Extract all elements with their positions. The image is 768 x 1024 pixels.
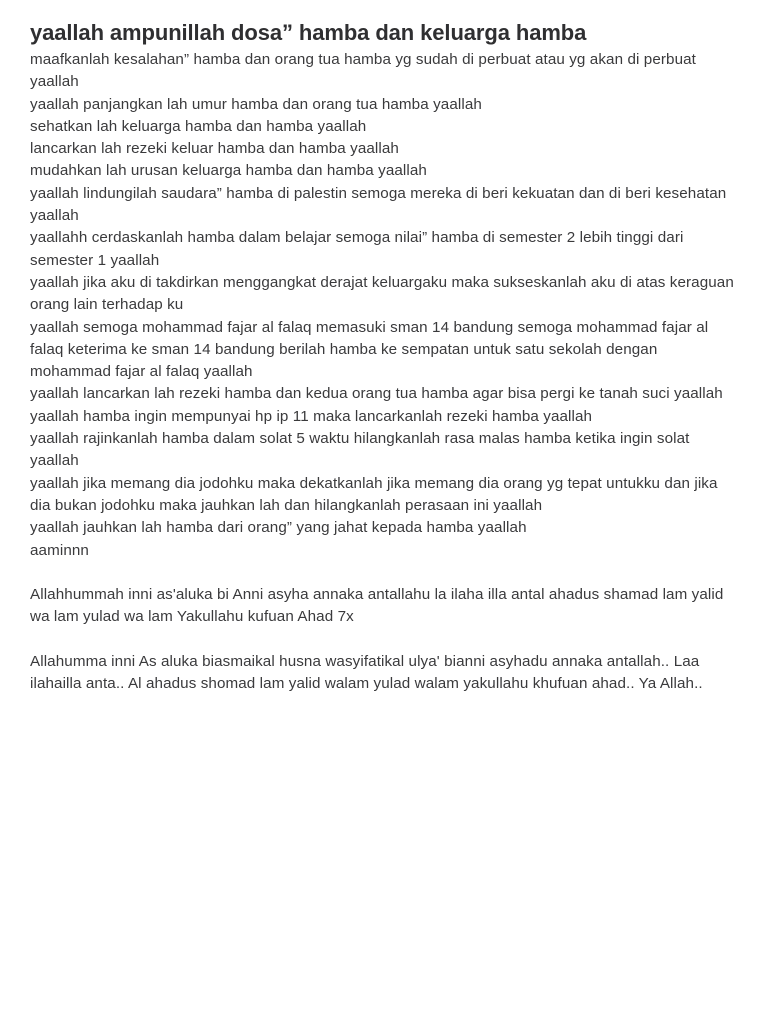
empty-line[interactable] xyxy=(30,562,742,584)
note-line[interactable]: yaallah panjangkan lah umur hamba dan orang tua hamba yaallah xyxy=(30,95,482,113)
note-line[interactable]: Allahhummah inni as'aluka bi Anni asyha annaka antallahu la ilaha illa antal ahadus shamad lam yalid wa lam yulad wa lam Yakullahu kufuan Ahad 7x xyxy=(30,586,724,626)
note-body[interactable] xyxy=(30,49,742,696)
note-line[interactable]: mudahkan lah urusan keluarga hamba dan hamba yaallah xyxy=(30,162,427,180)
note-line[interactable]: yaallah jika memang dia jodohku maka dekatkanlah jika memang dia orang yg tepat untukku dan jika dia bukan jodohku maka jauhkan lah dan hilangkanlah perasaan ini yaallah xyxy=(30,474,718,514)
empty-line[interactable] xyxy=(30,629,742,651)
note-line[interactable]: yaallah jauhkan lah hamba dari orang” yang jahat kepada hamba yaallah xyxy=(30,519,527,537)
note-line[interactable]: yaallah lindungilah saudara” hamba di palestin semoga mereka di beri kekuatan dan di beri kesehatan yaallah xyxy=(30,184,727,225)
note-line[interactable]: yaallah rajinkanlah hamba dalam solat 5 waktu hilangkanlah rasa malas hamba ketika ingin solat yaallah xyxy=(30,430,690,470)
note-title[interactable]: yaallah ampunillah dosa” hamba dan keluarga hamba xyxy=(30,20,587,45)
note-line[interactable]: aaminnn xyxy=(30,541,89,559)
note-line[interactable]: lancarkan lah rezeki keluar hamba dan hamba yaallah xyxy=(30,140,399,158)
note-line[interactable]: yaallah lancarkan lah rezeki hamba dan kedua orang tua hamba agar bisa pergi ke tanah suci yaallah xyxy=(30,385,723,403)
note-line[interactable]: yaallah semoga mohammad fajar al falaq memasuki sman 14 bandung semoga mohammad fajar al falaq keterima ke sman 14 bandung berilah hamba ke sempatan untuk satu sekolah dengan mohammad fajar al falaq yaallah xyxy=(30,318,709,381)
note-line[interactable]: maafkanlah kesalahan” hamba dan orang tua hamba yg sudah di perbuat atau yg akan di perbuat yaallah xyxy=(30,51,696,91)
note-line[interactable]: sehatkan lah keluarga hamba dan hamba yaallah xyxy=(30,117,367,135)
note-line[interactable]: yaallah hamba ingin mempunyai hp ip 11 maka lancarkanlah rezeki hamba yaallah xyxy=(30,407,593,425)
note-editor[interactable] xyxy=(30,17,742,696)
note-line[interactable]: Allahumma inni As aluka biasmaikal husna wasyifatikal ulya' bianni asyhadu annaka antallah.. Laa ilahailla anta.. Al ahadus shomad lam yalid walam yulad walam yakullahu khufuan ahad.. Ya Allah.. xyxy=(30,653,703,693)
note-line[interactable]: yaallah jika aku di takdirkan menggangkat derajat keluargaku maka sukseskanlah aku di atas keraguan orang lain terhadap ku xyxy=(30,273,734,314)
note-line[interactable]: yaallahh cerdaskanlah hamba dalam belajar semoga nilai” hamba di semester 2 lebih tinggi dari semester 1 yaallah xyxy=(30,229,684,269)
